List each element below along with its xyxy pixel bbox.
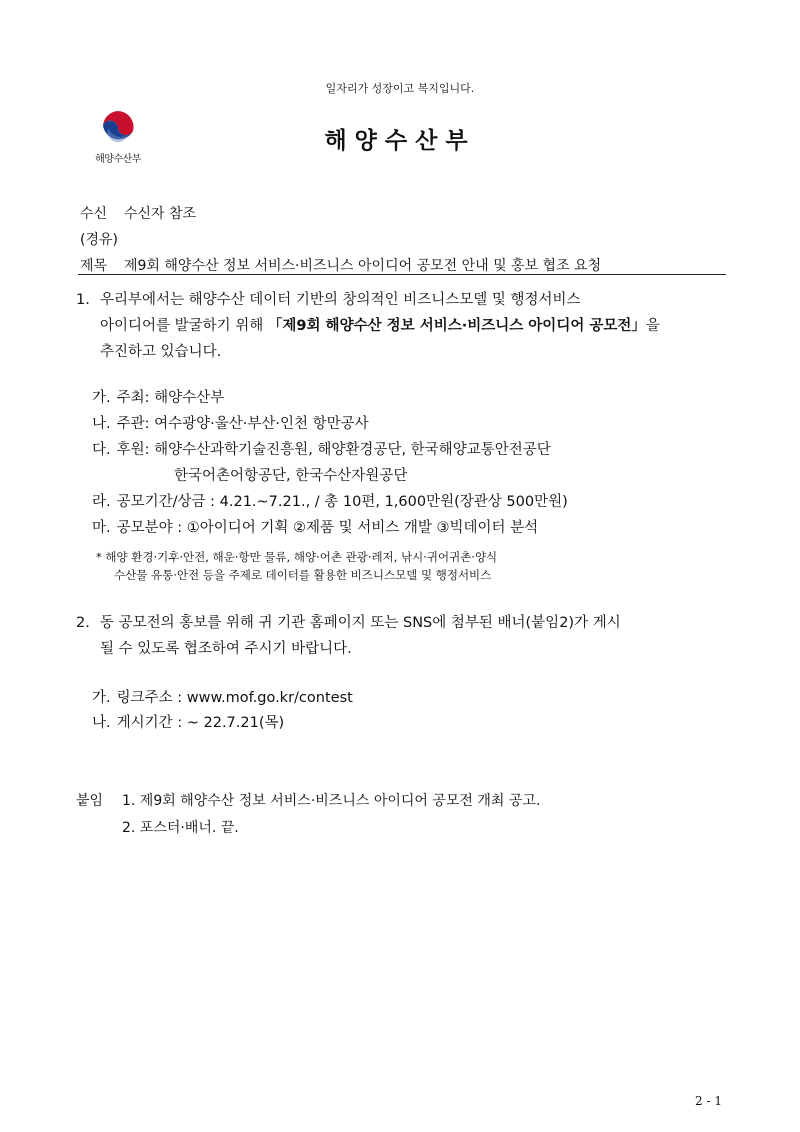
list-item: 나. 게시기간 : ~ 22.7.21(목) bbox=[92, 715, 285, 731]
recipient-value: 수신자 참조 bbox=[124, 206, 197, 222]
contest-name: 「제9회 해양수산 정보 서비스·비즈니스 아이디어 공모전」 bbox=[267, 318, 646, 334]
list-item-continuation: 한국어촌어항공단, 한국수산자원공단 bbox=[174, 468, 408, 484]
section-1-paragraph bbox=[76, 287, 726, 365]
section-2-paragraph bbox=[76, 610, 726, 662]
logo-text: 해양수산부 bbox=[95, 154, 141, 165]
slogan: 일자리가 성장이고 복지입니다. bbox=[325, 82, 475, 95]
list-item: 나. 주관: 여수광양·울산·부산·인천 항만공사 bbox=[92, 416, 369, 432]
section-1-number: 1. bbox=[76, 292, 90, 308]
attachment-label: 붙임 bbox=[76, 793, 104, 809]
via-line: (경유) bbox=[80, 232, 118, 248]
section-1-line-1: 우리부에서는 해양수산 데이터 기반의 창의적인 비즈니스모델 및 행정서비스 bbox=[100, 292, 581, 308]
list-item: 마. 공모분야 : ①아이디어 기획 ②제품 및 서비스 개발 ③빅데이터 분석 bbox=[92, 520, 539, 536]
section-1-line-2-post: 을 bbox=[645, 318, 660, 334]
footnote-line-2: 수산물 유통·안전 등을 주제로 데이터를 활용한 비즈니스모델 및 행정서비스 bbox=[114, 568, 492, 582]
subject-key: 제목 bbox=[80, 258, 108, 274]
section-2-line-1: 동 공모전의 홍보를 위해 귀 기관 홈페이지 또는 SNS에 첨부된 배너(붙임2)가 게시 bbox=[100, 615, 621, 631]
section-2-line-2: 될 수 있도록 협조하여 주시기 바랍니다. bbox=[100, 641, 352, 657]
footnote bbox=[96, 548, 497, 584]
section-1-line-3: 추진하고 있습니다. bbox=[100, 344, 222, 360]
list-item: 가. 링크주소 : www.mof.go.kr/contest bbox=[92, 690, 353, 706]
list-item: 라. 공모기간/상금 : 4.21.~7.21., / 총 10편, 1,600만원(장관상 500만원) bbox=[92, 494, 568, 510]
subject-value: 제9회 해양수산 정보 서비스·비즈니스 아이디어 공모전 안내 및 홍보 협조 요청 bbox=[124, 258, 602, 274]
header-divider bbox=[78, 274, 726, 275]
page-number: 2 - 1 bbox=[695, 1094, 722, 1108]
attachment-item-2: 2. 포스터·배너. 끝. bbox=[122, 820, 239, 836]
list-item: 다. 후원: 해양수산과학기술진흥원, 해양환경공단, 한국해양교통안전공단 bbox=[92, 442, 551, 458]
recipient-key: 수신 bbox=[80, 206, 108, 222]
list-item: 가. 주최: 해양수산부 bbox=[92, 390, 225, 406]
attachment-line-1 bbox=[76, 790, 540, 810]
section-2-number: 2. bbox=[76, 615, 90, 631]
subject-line bbox=[80, 255, 601, 275]
section-1-line-2-pre: 아이디어를 발굴하기 위해 bbox=[100, 318, 268, 334]
recipient-line bbox=[80, 203, 196, 223]
footnote-line-1: * 해양 환경·기후·안전, 해운·항만 물류, 해양·어촌 관광·레저, 낚시·귀어귀촌·양식 bbox=[96, 550, 498, 564]
organization-title: 해양수산부 bbox=[324, 128, 476, 154]
attachment-item-1: 1. 제9회 해양수산 정보 서비스·비즈니스 아이디어 공모전 개최 공고. bbox=[122, 793, 541, 809]
